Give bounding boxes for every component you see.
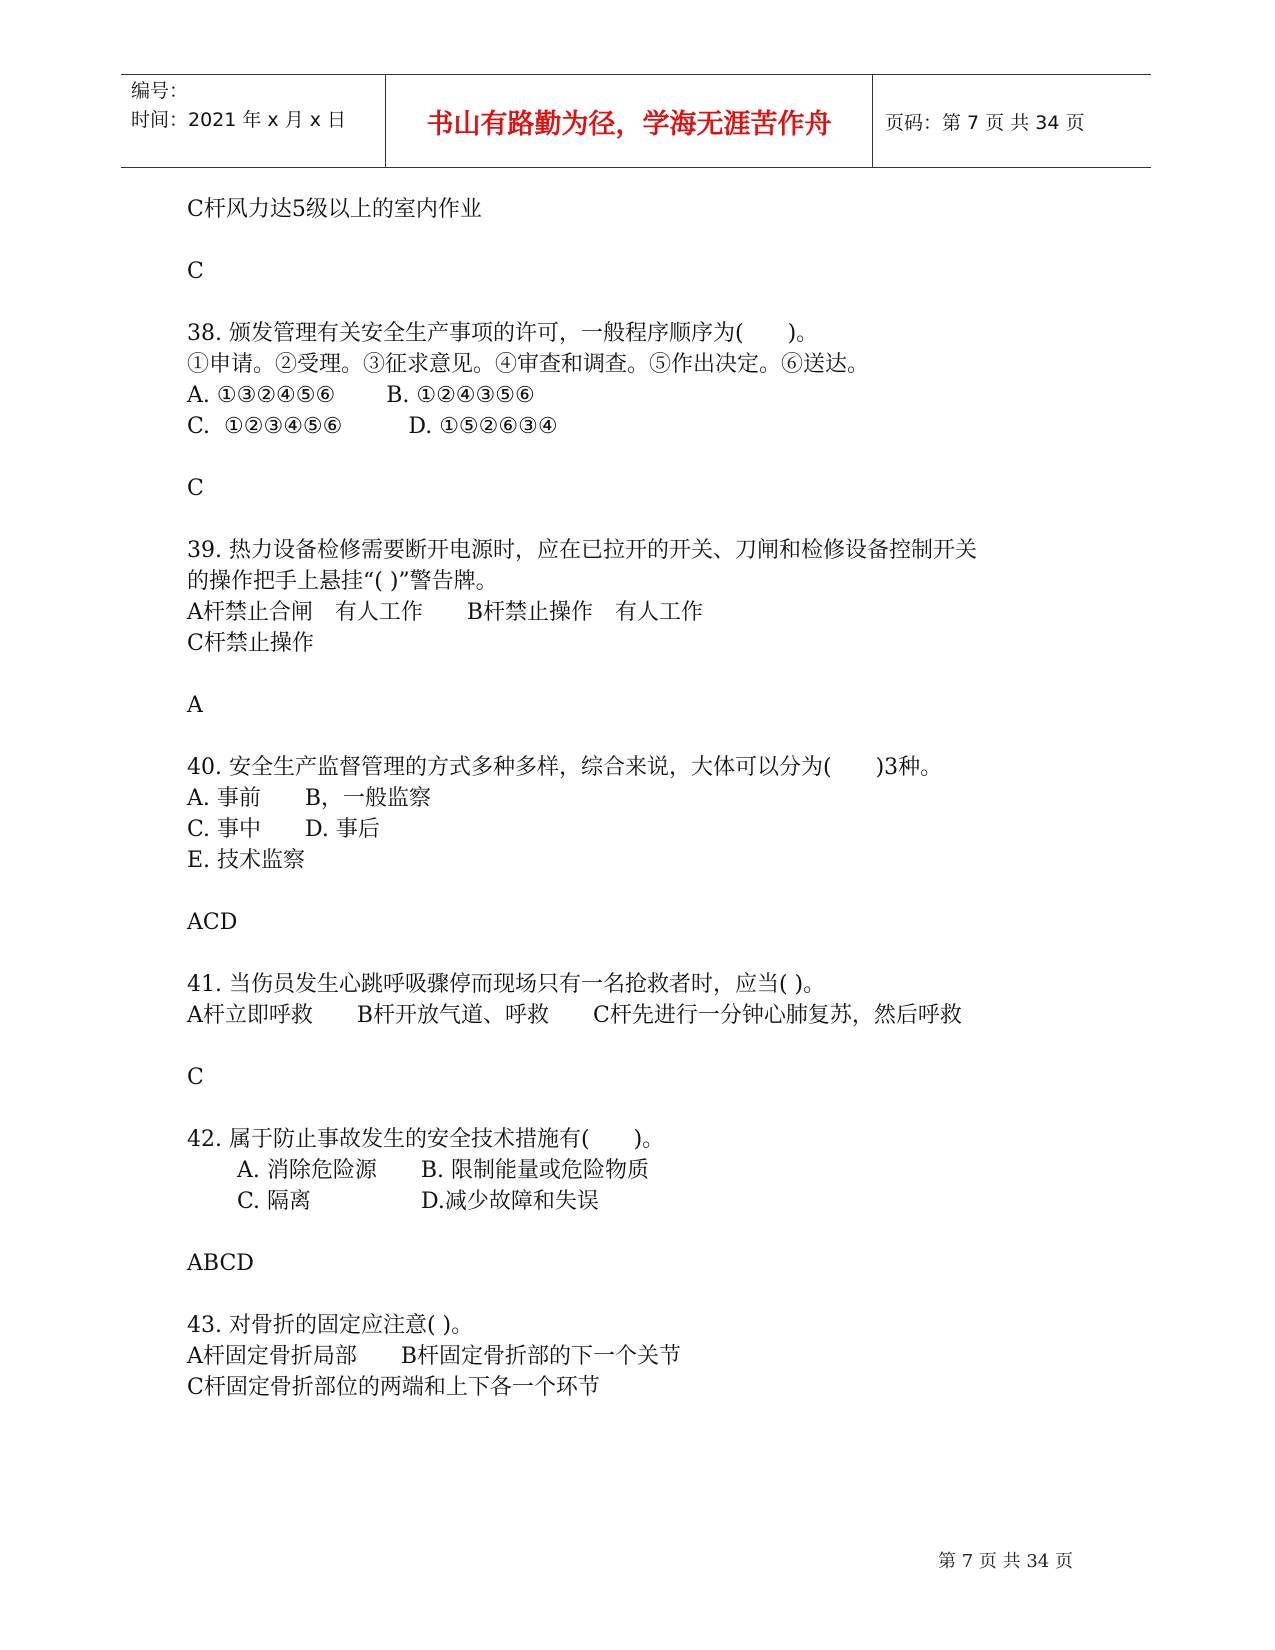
- option-line: A杆固定骨折局部 B杆固定骨折部的下一个关节: [187, 1344, 682, 1369]
- header-meta: [121, 75, 385, 167]
- answer-line: C: [187, 476, 204, 501]
- answer-line: A: [187, 693, 203, 718]
- answer-line: ABCD: [187, 1251, 254, 1276]
- answer-line: C: [187, 1065, 204, 1090]
- page-footer: 第 7 页 共 34 页: [938, 1551, 1073, 1572]
- question-43: 43. 对骨折的固定应注意( )。: [187, 1313, 474, 1338]
- question-40: 40. 安全生产监督管理的方式多种多样，综合来说，大体可以分为( )3种。: [187, 755, 943, 780]
- option-line: A. ①③②④⑤⑥ B. ①②④③⑤⑥: [187, 383, 535, 408]
- option-line: C杆禁止操作: [187, 631, 314, 656]
- answer-line: ACD: [187, 910, 238, 935]
- question-41: 41. 当伤员发生心跳呼吸骤停而现场只有一名抢救者时，应当( )。: [187, 972, 826, 997]
- option-line: A. 事前 B，一般监察: [187, 786, 432, 811]
- date-label: 时间：2021 年 x 月 x 日: [131, 109, 347, 131]
- option-line: C. 隔离 D.减少故障和失误: [237, 1189, 599, 1214]
- answer-line: C: [187, 259, 204, 284]
- option-line: A. 消除危险源 B. 限制能量或危险物质: [237, 1158, 650, 1183]
- question-39: 39. 热力设备检修需要断开电源时，应在已拉开的开关、刀闸和检修设备控制开关: [187, 538, 977, 563]
- document-number-label: 编号：: [131, 80, 189, 102]
- option-line: C杆固定骨折部位的两端和上下各一个环节: [187, 1375, 600, 1400]
- option-line: E. 技术监察: [187, 848, 306, 873]
- question-text-line: ①申请。②受理。③征求意见。④审查和调查。⑤作出决定。⑥送达。: [187, 352, 870, 377]
- option-line: C. 事中 D. 事后: [187, 817, 380, 842]
- option-line: A杆立即呼救 B杆开放气道、呼救 C杆先进行一分钟心肺复苏，然后呼救: [187, 1003, 962, 1028]
- page-header: [121, 74, 1151, 168]
- question-38: 38. 颁发管理有关安全生产事项的许可，一般程序顺序为( )。: [187, 321, 819, 346]
- option-line: C. ①②③④⑤⑥ D. ①⑤②⑥③④: [187, 414, 558, 439]
- header-page-code: 页码：第 7 页 共 34 页: [885, 111, 1085, 134]
- question-42: 42. 属于防止事故发生的安全技术措施有( )。: [187, 1127, 665, 1152]
- header-motto: 书山有路勤为径，学海无涯苦作舟: [385, 75, 873, 167]
- option-line: C杆风力达5级以上的室内作业: [187, 197, 482, 222]
- question-text-line: 的操作把手上悬挂“( )”警告牌。: [187, 569, 498, 594]
- option-line: A杆禁止合闸 有人工作 B杆禁止操作 有人工作: [187, 600, 704, 625]
